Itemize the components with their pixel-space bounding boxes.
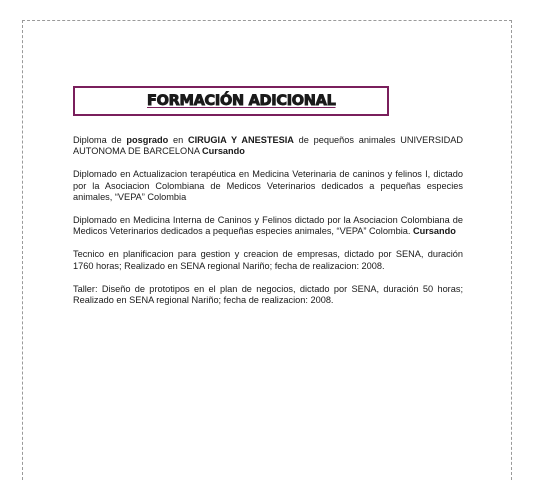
section-heading-box bbox=[73, 86, 389, 116]
entry-text: de pequeños animales UNIVERSIDAD AUTONOMA DE BARCELONA bbox=[73, 135, 464, 157]
entry-text: en bbox=[168, 135, 188, 145]
entry-text: Diplomado en Actualizacion terapéutica en Medicina Veterinaria de caninos y felinos I, dictado por la Asociacion Colombiana de Medicos Veterinarios dedicados a pequeñas especies animales, “VEPA” Colombia bbox=[73, 169, 463, 203]
entry-diplomado-medicina-interna bbox=[73, 215, 463, 238]
entry-diplomado-actualizacion bbox=[73, 169, 463, 203]
entry-text: Taller: Diseño de prototipos en el plan de negocios, dictado por SENA, duración 50 horas; Realizado en SENA regional Nariño; fecha de realizacion: 2008. bbox=[73, 283, 463, 306]
entry-status: Cursando bbox=[412, 226, 456, 237]
entry-emphasis: posgrado bbox=[126, 135, 169, 145]
entry-emphasis: CIRUGIA Y ANESTESIA bbox=[187, 135, 294, 145]
document-body bbox=[73, 135, 463, 318]
entry-status: Cursando bbox=[202, 146, 245, 157]
entry-text: Diplomado en Medicina Interna de Caninos y Felinos dictado por la Asociacion Colombiana de Medicos Veterinarios dedicados a pequeñas especies animales, “VEPA” Colombia. bbox=[73, 215, 463, 237]
section-title: FORMACIÓN ADICIONAL bbox=[147, 93, 336, 109]
entry-tecnico-planificacion bbox=[73, 249, 463, 272]
entry-posgrado-cirugia bbox=[73, 135, 463, 158]
entry-text: Diploma de bbox=[73, 135, 127, 145]
entry-taller-prototipos bbox=[73, 284, 463, 307]
entry-text: Tecnico en planificacion para gestion y creacion de empresas, dictado por SENA, duración 1760 horas; Realizado en SENA regional Nariño; fecha de realizacion: 2008. bbox=[73, 249, 463, 271]
